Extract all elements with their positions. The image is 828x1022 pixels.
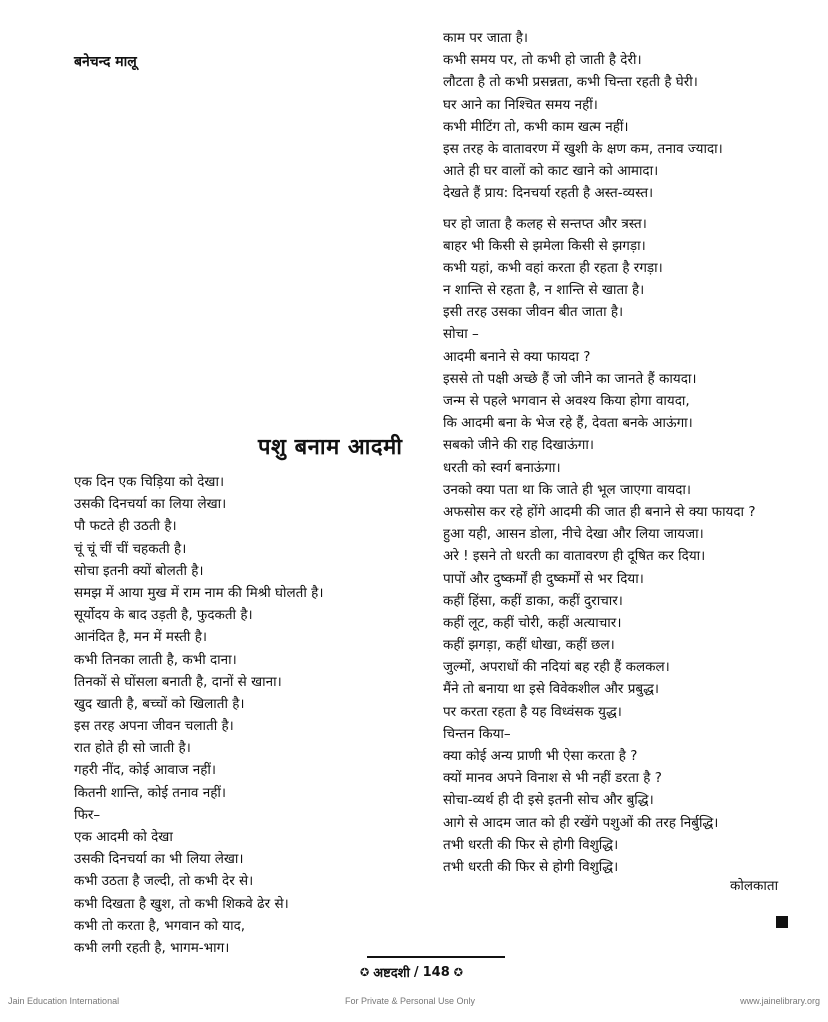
poem-line: सूर्योदय के बाद उड़ती है, फुदकती है। bbox=[74, 607, 253, 624]
publication-name: अष्टदशी bbox=[373, 966, 410, 981]
poem-line: गहरी नींद, कोई आवाज नहीं। bbox=[74, 762, 216, 779]
poem-line: चूं चूं चीं चीं चहकती है। bbox=[74, 540, 187, 557]
poem-line: लौटता है तो कभी प्रसन्नता, कभी चिन्ता रहती है घेरी। bbox=[443, 74, 698, 91]
poem-line: चिन्तन किया– bbox=[443, 725, 511, 742]
right-column bbox=[443, 27, 756, 878]
watermark-right-link[interactable]: www.jainelibrary.org bbox=[740, 996, 820, 1006]
poem-line: न शान्ति से रहता है, न शान्ति से खाता है। bbox=[443, 282, 645, 299]
poem-line: हुआ यही, आसन डोला, नीचे देखा और लिया जायजा। bbox=[443, 526, 704, 543]
poem-line: कभी लगी रहती है, भागम-भाग। bbox=[74, 939, 230, 956]
poem-line: सबको जीने की राह दिखाऊंगा। bbox=[443, 437, 594, 454]
poem-line: तभी धरती की फिर से होगी विशुद्धि। bbox=[443, 858, 619, 875]
page-number: 148 bbox=[422, 964, 450, 980]
poem-line: क्या कोई अन्य प्राणी भी ऐसा करता है ? bbox=[443, 748, 638, 764]
poem-line: कभी यहां, कभी वहां करता ही रहता है रगड़ा। bbox=[443, 259, 663, 276]
poem-line: कि आदमी बना के भेज रहे हैं, देवता बनके आऊंगा। bbox=[443, 415, 693, 432]
watermark-left: Jain Education International bbox=[8, 996, 120, 1006]
poem-line: खुद खाती है, बच्चों को खिलाती है। bbox=[74, 695, 245, 712]
poem-line: कभी तो करता है, भगवान को याद, bbox=[74, 917, 246, 934]
poem-line: देखते हैं प्राय: दिनचर्या रहती है अस्त-व्यस्त। bbox=[443, 185, 654, 202]
poem-line: काम पर जाता है। bbox=[443, 30, 528, 46]
poem-line: सोचा इतनी क्यों बोलती है। bbox=[74, 562, 204, 579]
poem-line: पौ फटते ही उठती है। bbox=[74, 518, 177, 535]
poem-line: सोचा – bbox=[443, 326, 479, 343]
poem-line: कहीं लूट, कहीं चोरी, कहीं अत्याचार। bbox=[443, 614, 622, 631]
page-folio bbox=[360, 963, 463, 981]
left-column bbox=[74, 471, 323, 959]
poem-line: आदमी बनाने से क्या फायदा ? bbox=[443, 348, 591, 365]
poem-line: कभी उठता है जल्दी, तो कभी देर से। bbox=[74, 873, 254, 890]
poem-line: आते ही घर वालों को काट खाने को आमादा। bbox=[443, 163, 659, 180]
poem-line: आनंदित है, मन में मस्ती है। bbox=[74, 629, 208, 646]
poem-line: रात होते ही सो जाती है। bbox=[74, 740, 191, 757]
poem-line: इससे तो पक्षी अच्छे हैं जो जीने का जानते हैं कायदा। bbox=[443, 370, 697, 387]
poem-line: उसकी दिनचर्या का लिया लेखा। bbox=[74, 496, 227, 513]
folio-separator: / bbox=[413, 964, 419, 980]
poem-line: इस तरह के वातावरण में खुशी के क्षण कम, तनाव ज्यादा। bbox=[443, 140, 723, 157]
poem-line: अरे ! इसने तो धरती का वातावरण ही दूषित कर दिया। bbox=[443, 548, 706, 565]
footer-rule bbox=[367, 956, 505, 958]
poem-line: घर हो जाता है कलह से सन्तप्त और त्रस्त। bbox=[443, 215, 647, 232]
poem-line: जुल्मों, अपराधों की नदियां बह रही हैं कलकल। bbox=[443, 659, 670, 676]
poem-line: एक दिन एक चिड़िया को देखा। bbox=[74, 474, 225, 490]
poem-line: तिनकों से घोंसला बनाती है, दानों से खाना। bbox=[74, 673, 282, 690]
poem-line: कभी दिखता है खुश, तो कभी शिकवे ढेर से। bbox=[74, 895, 289, 912]
poem-line: फिर– bbox=[74, 806, 101, 823]
flower-ornament-icon: ✪ bbox=[360, 965, 370, 979]
poem-line: सोचा-व्यर्थ ही दी इसे इतनी सोच और बुद्धि। bbox=[443, 792, 654, 809]
end-square-icon bbox=[776, 916, 788, 928]
flower-ornament-icon: ✪ bbox=[453, 965, 463, 979]
stanza-2 bbox=[443, 213, 756, 879]
poem-line: बाहर भी किसी से झमेला किसी से झगड़ा। bbox=[443, 237, 646, 254]
poem-line: तभी धरती की फिर से होगी विशुद्धि। bbox=[443, 836, 619, 853]
poem-line: उसकी दिनचर्या का भी लिया लेखा। bbox=[74, 851, 244, 868]
stanza-gap bbox=[443, 205, 756, 213]
poem-line: कभी मीटिंग तो, कभी काम खत्म नहीं। bbox=[443, 118, 629, 135]
poem-line: अफसोस कर रहे होंगे आदमी की जात ही बनाने से क्या फायदा ? bbox=[443, 503, 756, 520]
poem-line: धरती को स्वर्ग बनाऊंगा। bbox=[443, 459, 561, 476]
poem-line: कभी समय पर, तो कभी हो जाती है देरी। bbox=[443, 52, 642, 69]
poem-line: पर करता रहता है यह विध्वंसक युद्ध। bbox=[443, 703, 622, 720]
poem-line: एक आदमी को देखा bbox=[74, 829, 173, 845]
poem-line: घर आने का निश्चित समय नहीं। bbox=[443, 96, 598, 113]
poem-line: कभी तिनका लाती है, कभी दाना। bbox=[74, 651, 237, 668]
poem-line: इसी तरह उसका जीवन बीत जाता है। bbox=[443, 304, 624, 321]
poem-line: मैंने तो बनाया था इसे विवेकशील और प्रबुद्ध। bbox=[443, 681, 660, 698]
poem-line: जन्म से पहले भगवान से अवश्य किया होगा वायदा, bbox=[443, 393, 690, 409]
poem-line: पापों और दुष्कर्मों ही दुष्कर्मों से भर दिया। bbox=[443, 570, 644, 587]
poem-line: आगे से आदम जात को ही रखेंगे पशुओं की तरह निर्बुद्धि। bbox=[443, 814, 719, 831]
place-name: कोलकाता bbox=[730, 878, 779, 894]
author-name: बनेचन्द मालू bbox=[74, 54, 137, 70]
poem-line: क्यों मानव अपने विनाश से भी नहीं डरता है ? bbox=[443, 770, 662, 787]
poem-line: उनको क्या पता था कि जाते ही भूल जाएगा वायदा। bbox=[443, 481, 691, 498]
poem-line: कितनी शान्ति, कोई तनाव नहीं। bbox=[74, 784, 226, 801]
stanza-1 bbox=[443, 27, 756, 205]
poem-title: पशु बनाम आदमी bbox=[258, 435, 403, 460]
poem-line: समझ में आया मुख में राम नाम की मिश्री घोलती है। bbox=[74, 584, 324, 601]
poem-line: इस तरह अपना जीवन चलाती है। bbox=[74, 718, 234, 735]
poem-line: कहीं हिंसा, कहीं डाका, कहीं दुराचार। bbox=[443, 592, 623, 609]
watermark-center: For Private & Personal Use Only bbox=[345, 996, 476, 1006]
poem-line: कहीं झगड़ा, कहीं धोखा, कहीं छल। bbox=[443, 637, 615, 654]
